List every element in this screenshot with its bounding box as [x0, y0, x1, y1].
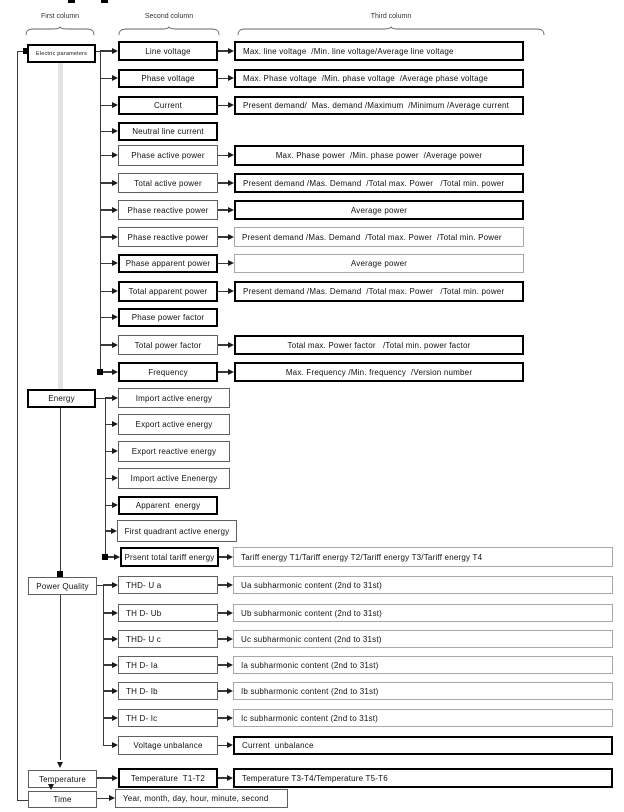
node-total-active-power: Total active power	[118, 173, 218, 193]
connector-line	[217, 690, 227, 691]
connector-arrowhead-right	[112, 342, 118, 348]
section-connector-gray	[58, 63, 63, 390]
detail-frequency: Max. Frequency /Min. frequency /Version number	[234, 362, 524, 382]
connector-arrowhead-right	[227, 715, 233, 721]
column-header-third: Third column	[370, 13, 412, 20]
connector-line	[100, 263, 112, 264]
section-energy: Energy	[27, 389, 96, 408]
connector-arrowhead-down	[48, 784, 54, 790]
node-frequency: Frequency	[118, 362, 218, 382]
detail-th-d-ic: Ic subharmonic content (2nd to 31st)	[233, 709, 613, 727]
node-total-apparent-power: Total apparent power	[118, 281, 218, 302]
connector-line	[217, 777, 227, 778]
detail-total-apparent-power: Present demand /Mas. Demand /Total max. Power /Total min. power	[234, 281, 524, 302]
connector-arrowhead-right	[112, 421, 118, 427]
connector-arrowhead-right	[112, 75, 118, 81]
detail-voltage-unbalance: Current unbalance	[233, 736, 613, 755]
connector-arrowhead-right	[112, 314, 118, 320]
detail-phase-reactive-power: Present demand /Mas. Demand /Total max. Power /Total min. Power	[234, 227, 524, 247]
node-temperature-t1-t2: Temperature T1-T2	[118, 768, 218, 788]
detail-th-d-ia: Ia subharmonic content (2nd to 31st)	[233, 656, 613, 674]
detail-th-d-ub: Ub subharmonic content (2nd to 31st)	[233, 604, 613, 622]
connector-arrowhead-right	[228, 48, 234, 54]
connector-arrowhead-right	[112, 369, 118, 375]
connector-arrowhead-right	[112, 662, 118, 668]
connector-line	[100, 344, 112, 345]
connector-line	[217, 638, 227, 639]
connector-line	[218, 556, 227, 557]
section-power-quality: Power Quality	[28, 577, 97, 595]
detail-th-d-ib: Ib subharmonic content (2nd to 31st)	[233, 682, 613, 700]
column-header-second: Second column	[144, 13, 194, 20]
node-first-quadrant-active-energy: First quadrant active energy	[117, 520, 237, 542]
connector-arrowhead-down	[57, 762, 63, 768]
detail-thd-u-c: Uc subharmonic content (2nd to 31st)	[233, 630, 613, 648]
connector-arrowhead-right	[227, 610, 233, 616]
connector-line	[217, 263, 228, 264]
connector-line	[100, 236, 112, 237]
connector-arrowhead-right	[112, 180, 118, 186]
bus-junction-square	[97, 369, 103, 375]
detail-phase-voltage: Max. Phase voltage /Min. phase voltage /Average phase voltage	[234, 69, 524, 88]
node-th-d-ia: TH D- Ia	[118, 656, 218, 674]
bus-junction-square	[102, 554, 108, 560]
detail-total-power-factor: Total max. Power factor /Total min. power factor	[234, 335, 524, 355]
connector-arrowhead-right	[112, 207, 118, 213]
connector-line	[103, 664, 112, 665]
node-phase-apparent-power: Phase apparent power	[118, 254, 218, 273]
connector-arrowhead-right	[228, 260, 234, 266]
connector-arrowhead-right	[227, 688, 233, 694]
section-connector	[60, 595, 61, 760]
bus-line	[100, 51, 101, 372]
connector-arrowhead-right	[112, 636, 118, 642]
detail-prsent-total-tariff-energy: Tariff energy T1/Tariff energy T2/Tariff energy T3/Tariff energy T4	[233, 547, 613, 567]
connector-line	[103, 690, 112, 691]
connector-arrowhead-right	[227, 775, 233, 781]
connector-arrowhead-right	[112, 775, 118, 781]
node-total-power-factor: Total power factor	[118, 335, 218, 355]
connector-arrowhead-right	[112, 502, 118, 508]
connector-line	[105, 451, 112, 452]
node-thd-u-a: THD- U a	[118, 576, 218, 594]
connector-line	[103, 717, 112, 718]
detail-phase-apparent-power: Average power	[234, 254, 524, 273]
node-th-d-ub: TH D- Ub	[118, 604, 218, 622]
connector-arrowhead-right	[228, 234, 234, 240]
connector-arrowhead-right	[227, 742, 233, 748]
connector-line	[105, 478, 112, 479]
connector-line	[217, 344, 228, 345]
detail-phase-active-power: Max. Phase power /Min. phase power /Average power	[234, 145, 524, 166]
detail-total-active-power: Present demand /Mas. Demand /Total max. Power /Total min. power	[234, 173, 524, 193]
detail-thd-u-a: Ua subharmonic content (2nd to 31st)	[233, 576, 613, 594]
connector-arrowhead-right	[112, 152, 118, 158]
connector-line	[103, 612, 112, 613]
connector-arrowhead-right	[227, 554, 233, 560]
node-export-active-energy: Export active energy	[118, 414, 230, 435]
connector-line	[96, 798, 109, 799]
detail-line-voltage: Max. line voltage /Min. line voltage/Average line voltage	[234, 41, 524, 61]
node-import-active-enenergy: Import active Enenergy	[118, 468, 230, 489]
detail-temperature-t1-t2: Temperature T3-T4/Temperature T5-T6	[233, 768, 613, 788]
connector-arrowhead-right	[112, 742, 118, 748]
connector-arrowhead-right	[228, 207, 234, 213]
section-temperature: Temperature	[28, 770, 97, 788]
connector-line	[105, 397, 112, 398]
column-header-first: First column	[40, 13, 80, 20]
connector-arrowhead-right	[112, 48, 118, 54]
connector-arrowhead-right	[227, 662, 233, 668]
left-rail-connector	[17, 51, 18, 801]
node-thd-u-c: THD- U c	[118, 630, 218, 648]
detail-phase-reactive-power: Average power	[234, 200, 524, 220]
connector-line	[100, 131, 112, 132]
connector-line	[100, 105, 112, 106]
connector-line	[217, 236, 228, 237]
connector-line	[103, 745, 112, 746]
connector-arrowhead-right	[228, 75, 234, 81]
connector-line	[100, 182, 112, 183]
column-brace	[25, 26, 95, 37]
connector-arrowhead-right	[112, 582, 118, 588]
node-phase-power-factor: Phase power factor	[118, 308, 218, 327]
node-voltage-unbalance: Voltage unbalance	[118, 736, 218, 755]
connector-arrowhead-right	[228, 152, 234, 158]
column-brace	[237, 26, 545, 37]
cropped-text-fragment	[101, 0, 108, 3]
cropped-text-fragment	[68, 0, 75, 3]
connector-line	[100, 291, 112, 292]
connector-arrowhead-right	[227, 582, 233, 588]
connector-line	[100, 50, 112, 51]
connector-line	[217, 664, 227, 665]
connector-line	[217, 78, 228, 79]
connector-arrowhead-right	[111, 528, 117, 534]
connector-arrowhead-right	[228, 288, 234, 294]
connector-arrowhead-right	[228, 342, 234, 348]
connector-arrowhead-right	[112, 715, 118, 721]
connector-arrowhead-right	[112, 688, 118, 694]
node-year-month-day-hour-minute-second: Year, month, day, hour, minute, second	[115, 789, 288, 808]
node-th-d-ic: TH D- Ic	[118, 709, 218, 727]
section-time: Time	[28, 791, 97, 808]
node-import-active-energy: Import active energy	[118, 388, 230, 408]
connector-line	[105, 424, 112, 425]
node-phase-reactive-power: Phase reactive power	[118, 200, 218, 220]
connector-arrowhead-right	[112, 448, 118, 454]
connector-line	[100, 317, 112, 318]
node-prsent-total-tariff-energy: Prsent total tariff energy	[120, 547, 219, 567]
connector-line	[217, 612, 227, 613]
detail-current: Present demand/ Mas. demand /Maximum /Minimum /Average current	[234, 96, 524, 115]
node-export-reactive-energy: Export reactive energy	[118, 441, 230, 462]
connector-line	[217, 371, 228, 372]
connector-arrowhead-right	[112, 288, 118, 294]
left-rail-connector	[17, 800, 28, 801]
rail-junction-square	[23, 48, 29, 54]
node-line-voltage: Line voltage	[118, 41, 218, 61]
connector-line	[217, 155, 228, 156]
connector-line	[217, 105, 228, 106]
connector-line	[100, 78, 112, 79]
node-th-d-ib: TH D- Ib	[118, 682, 218, 700]
connector-line	[100, 155, 112, 156]
connector-line	[103, 638, 112, 639]
connector-line	[103, 584, 112, 585]
connector-arrowhead-right	[228, 369, 234, 375]
connector-line	[217, 50, 228, 51]
node-phase-reactive-power: Phase reactive power	[118, 227, 218, 247]
connector-arrowhead-right	[112, 610, 118, 616]
connector-arrowhead-right	[227, 636, 233, 642]
connector-arrowhead-right	[109, 795, 115, 801]
node-apparent-energy: Apparent energy	[118, 496, 218, 515]
bus-stub	[96, 585, 103, 586]
connector-line	[105, 505, 112, 506]
bus-stub	[95, 398, 105, 399]
connector-line	[96, 777, 112, 778]
connector-line	[217, 291, 228, 292]
connector-line	[217, 182, 228, 183]
section-connector	[60, 408, 61, 571]
connector-arrowhead-right	[228, 180, 234, 186]
connector-line	[217, 745, 227, 746]
connector-arrowhead-right	[114, 554, 120, 560]
connector-arrowhead-right	[112, 128, 118, 134]
connector-arrowhead-right	[112, 102, 118, 108]
connector-arrowhead-right	[112, 395, 118, 401]
connector-line	[217, 717, 227, 718]
connector-arrowhead-right	[112, 260, 118, 266]
node-phase-voltage: Phase voltage	[118, 69, 218, 88]
node-neutral-line-current: Neutral line current	[118, 122, 218, 141]
connector-arrowhead-right	[112, 234, 118, 240]
column-brace	[118, 26, 220, 37]
connector-arrowhead-right	[112, 475, 118, 481]
node-current: Current	[118, 96, 218, 115]
connector-line	[217, 584, 227, 585]
section-electric-parameters: Electric parameters	[27, 44, 96, 63]
connector-line	[217, 209, 228, 210]
node-phase-active-power: Phase active power	[118, 145, 218, 166]
connector-line	[100, 209, 112, 210]
connector-arrowhead-right	[228, 102, 234, 108]
section-junction-square	[57, 571, 63, 577]
